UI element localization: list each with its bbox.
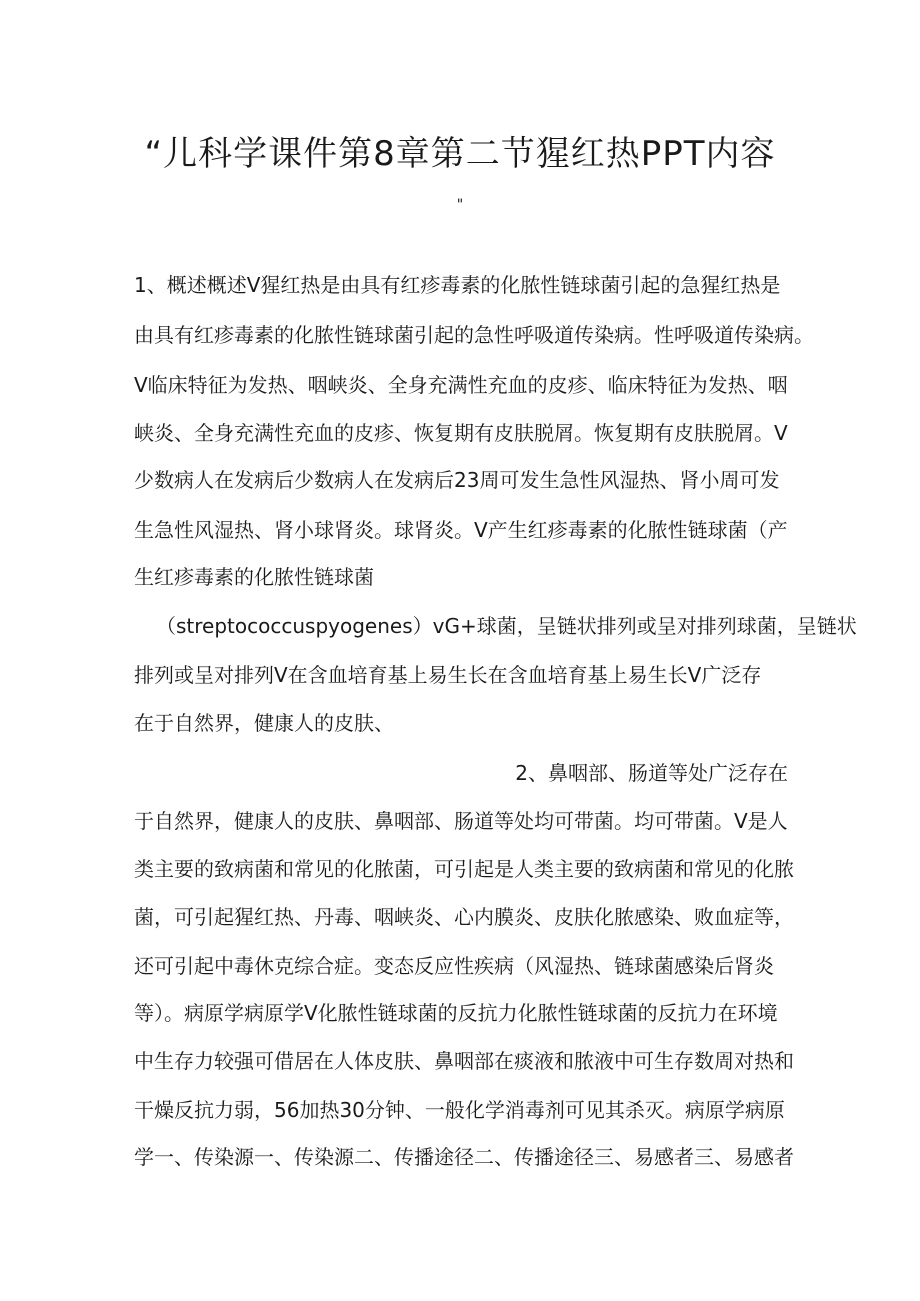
body-line: 于自然界，健康人的皮肤、鼻咽部、肠道等处均可带菌。均可带菌。V是人 [134, 809, 788, 833]
body-line: 干燥反抗力弱，56加热30分钟、一般化学消毒剂可见其杀灭。病原学病原 [134, 1098, 785, 1122]
title-mark: " [456, 197, 464, 213]
body-line: 由具有红疹毒素的化脓性链球菌引起的急性呼吸道传染病。性呼吸道传染病。 [134, 323, 814, 347]
body-line: （streptococcuspyogenes）vG+球菌，呈链状排列或呈对排列球菌，呈链状 [156, 614, 857, 638]
body-line: 类主要的致病菌和常见的化脓菌，可引起是人类主要的致病菌和常见的化脓 [134, 857, 794, 881]
body-line: 峡炎、全身充满性充血的皮疹、恢复期有皮肤脱屑。恢复期有皮肤脱屑。V [134, 421, 788, 445]
body-line: 中生存力较强可借居在人体皮肤、鼻咽部在痰液和脓液中可生存数周对热和 [134, 1049, 794, 1073]
body-line: 还可引起中毒休克综合症。变态反应性疾病（风湿热、链球菌感染后肾炎 [134, 954, 774, 978]
body-line: 少数病人在发病后少数病人在发病后23周可发生急性风湿热、肾小周可发 [134, 468, 780, 492]
body-line: 生红疹毒素的化脓性链球菌 [134, 565, 374, 589]
body-line: V临床特征为发热、咽峡炎、全身充满性充血的皮疹、临床特征为发热、咽 [134, 373, 788, 397]
body-line: 等）。病原学病原学V化脓性链球菌的反抗力化脓性链球菌的反抗力在环境 [134, 1001, 778, 1025]
document-title: “儿科学课件第8章第二节猩红热PPT内容 [144, 134, 776, 174]
body-line: 1、概述概述V猩红热是由具有红疹毒素的化脓性链球菌引起的急猩红热是 [134, 273, 781, 297]
body-line: 2、鼻咽部、肠道等处广泛存在 [515, 761, 788, 785]
body-line: 生急性风湿热、肾小球肾炎。球肾炎。V产生红疹毒素的化脓性链球菌（产 [134, 518, 788, 542]
body-line: 排列或呈对排列V在含血培育基上易生长在含血培育基上易生长V广泛存 [134, 663, 762, 687]
body-line: 学一、传染源一、传染源二、传播途径二、传播途径三、易感者三、易感者 [134, 1145, 794, 1169]
body-line: 在于自然界，健康人的皮肤、 [134, 711, 394, 735]
body-line: 菌，可引起猩红热、丹毒、咽峡炎、心内膜炎、皮肤化脓感染、败血症等， [134, 905, 794, 929]
